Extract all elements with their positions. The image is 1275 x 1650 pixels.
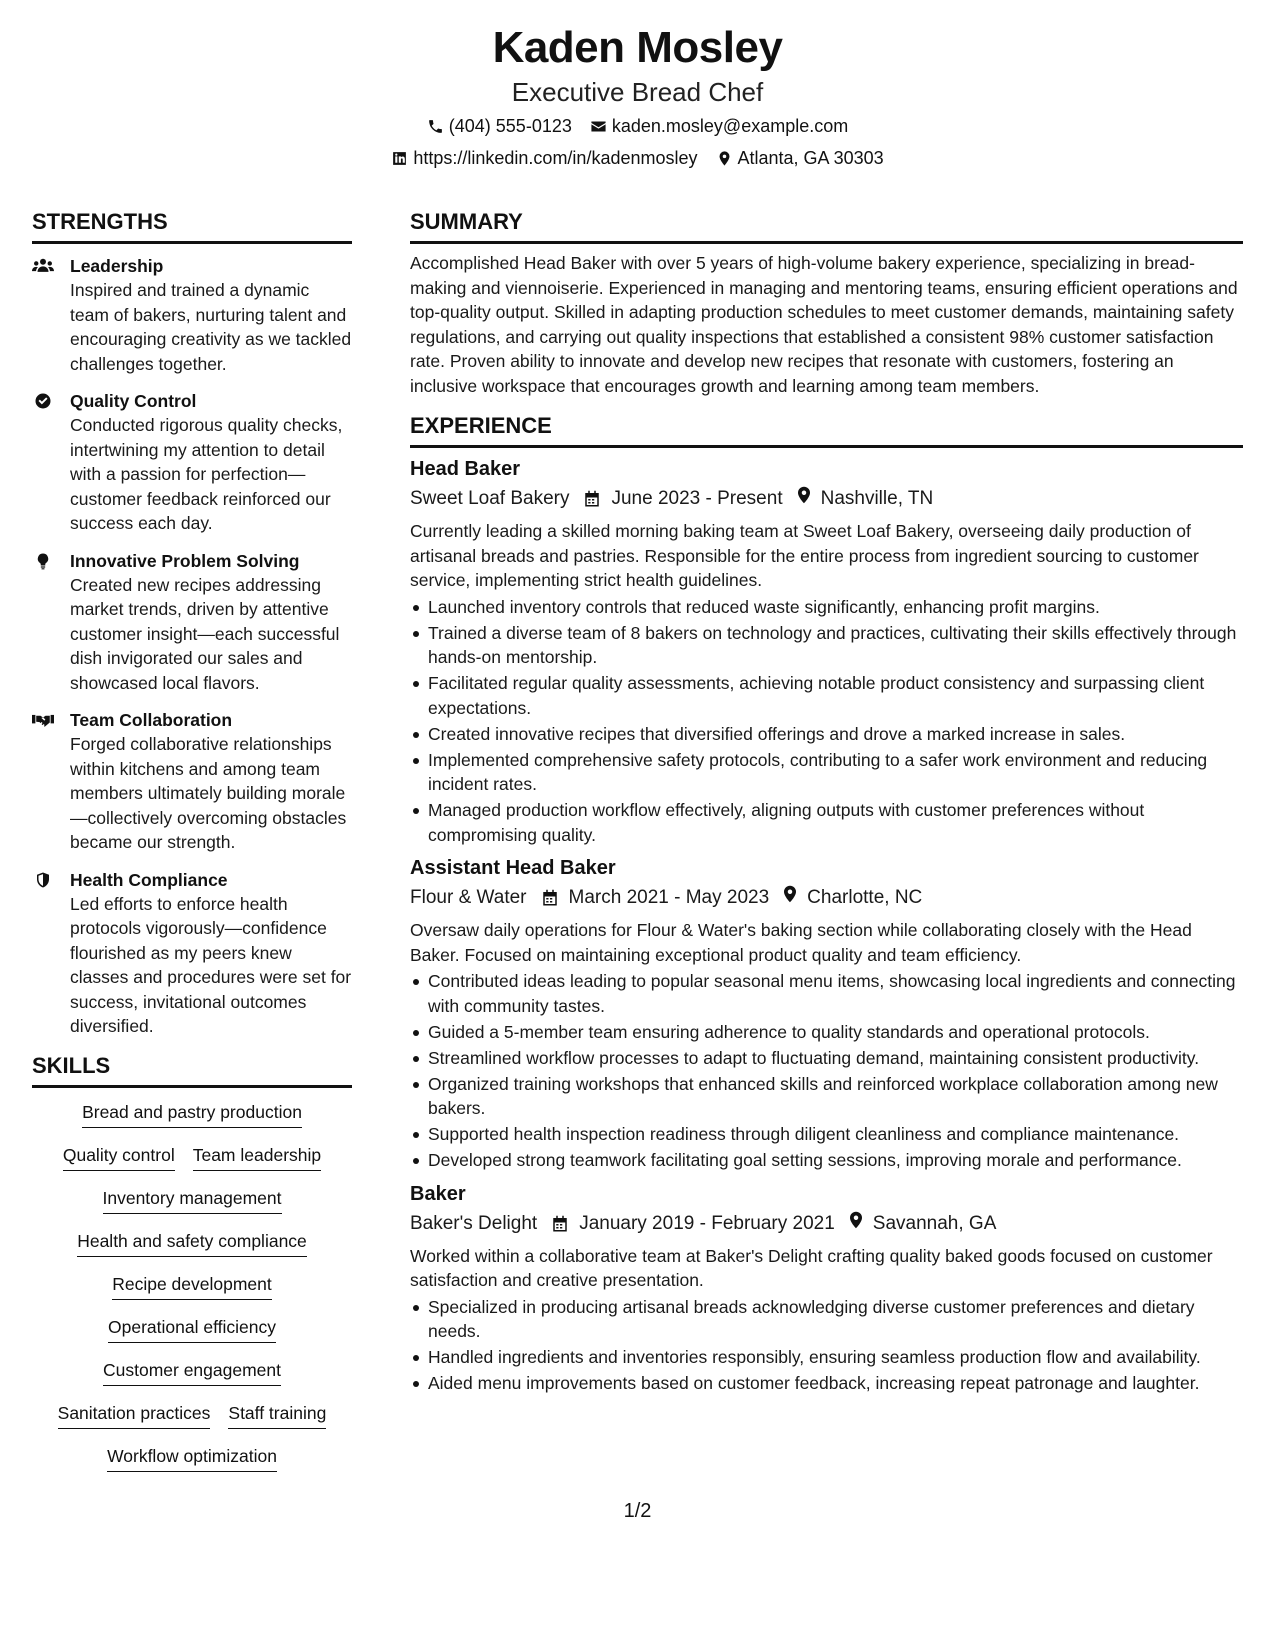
map-pin-icon	[769, 884, 807, 912]
skill-row	[103, 1358, 281, 1386]
job-entry	[410, 854, 1243, 1173]
skill-tag: Workflow optimization	[107, 1444, 277, 1472]
linkedin-icon	[391, 150, 408, 167]
job-description: Currently leading a skilled morning baking team at Sweet Loaf Bakery, overseeing daily production of artisanal breads and pastries. Responsible for the entire process from ingredient sourcing to customer service, implementing strict health guidelines.	[410, 521, 1199, 590]
bullet-item: Guided a 5-member team ensuring adherence to quality standards and operational protocols.	[410, 1020, 1243, 1045]
job-title: Assistant Head Baker	[410, 857, 616, 879]
skill-tag: Sanitation practices	[58, 1401, 211, 1429]
job-entry	[410, 1180, 1243, 1396]
job-location: Charlotte, NC	[807, 887, 923, 908]
contact-linkedin[interactable]	[391, 146, 697, 170]
bullet-item: Launched inventory controls that reduced waste significantly, enhancing profit margins.	[410, 595, 1243, 620]
skill-tag: Recipe development	[112, 1272, 272, 1300]
contact-email[interactable]	[590, 114, 848, 138]
map-pin-icon	[716, 150, 733, 167]
left-column	[32, 208, 352, 1487]
bullet-item: Supported health inspection readiness through diligent cleanliness and compliance maintenance.	[410, 1122, 1243, 1147]
job-entry	[410, 455, 1243, 847]
bullet-item: Facilitated regular quality assessments, achieving notable product consistency and surpassing client expectations.	[410, 671, 1243, 720]
bullet-item: Contributed ideas leading to popular seasonal menu items, showcasing local ingredients and connecting with community tastes.	[410, 969, 1243, 1018]
strength-item-leadership	[32, 254, 352, 376]
map-pin-icon	[783, 485, 821, 513]
bullet-item: Handled ingredients and inventories responsibly, ensuring seamless production flow and availability.	[410, 1345, 1243, 1370]
skill-tag: Quality control	[63, 1143, 175, 1171]
job-company: Baker's Delight	[410, 1212, 538, 1234]
strengths-heading: STRENGTHS	[32, 208, 352, 244]
job-meta	[410, 485, 1243, 513]
check-circle-icon	[32, 392, 56, 412]
calendar-icon	[541, 889, 559, 907]
job-bullets	[410, 595, 1243, 848]
job-title: Baker	[410, 1182, 466, 1205]
job-dates: January 2019 - February 2021	[579, 1212, 835, 1234]
contact-location	[716, 146, 884, 170]
job-dates: March 2021 - May 2023	[568, 887, 770, 908]
strength-item-team-collaboration	[32, 708, 352, 855]
job-description: Oversaw daily operations for Flour & Water's baking section while collaborating closely with the Head Baker. Focused on maintaining exceptional product quality and team efficiency.	[410, 920, 1192, 965]
strength-desc: Conducted rigorous quality checks, intertwining my attention to detail with a passion for perfection—customer feedback reinforced our success each day.	[70, 415, 343, 533]
strength-title: Innovative Problem Solving	[70, 550, 300, 571]
skill-row	[82, 1100, 302, 1128]
strength-desc: Forged collaborative relationships within kitchens and among team members ultimately building morale—collectively overcoming obstacles became our strength.	[70, 734, 347, 852]
bullet-item: Organized training workshops that enhanced skills and reinforced workplace collaboration among new bakers.	[410, 1072, 1243, 1121]
page-number: 1/2	[623, 1500, 652, 1522]
contact-row-1	[0, 114, 1275, 138]
bullet-item: Specialized in producing artisanal breads acknowledging diverse customer preferences and dietary needs.	[410, 1295, 1243, 1344]
right-column	[410, 208, 1243, 1397]
map-pin-icon	[835, 1210, 873, 1238]
bullet-item: Trained a diverse team of 8 bakers on technology and practices, cultivating their skills effectively through hands-on mentorship.	[410, 621, 1243, 670]
job-dates: June 2023 - Present	[611, 488, 783, 509]
strength-title: Health Compliance	[70, 869, 228, 890]
job-location: Nashville, TN	[820, 488, 934, 509]
phone-icon	[427, 118, 444, 135]
job-bullets	[410, 969, 1243, 1173]
bullet-item: Managed production workflow effectively, aligning outputs with customer preferences without compromising quality.	[410, 798, 1243, 847]
skills-heading: SKILLS	[32, 1052, 352, 1088]
skills-list	[32, 1100, 352, 1487]
skill-row	[103, 1186, 282, 1214]
experience-heading: EXPERIENCE	[410, 412, 1243, 448]
strength-title: Leadership	[70, 256, 164, 276]
job-bullets	[410, 1295, 1243, 1396]
bullet-item: Streamlined workflow processes to adapt to fluctuating demand, maintaining consistent productivity.	[410, 1046, 1243, 1071]
candidate-title: Executive Bread Chef	[511, 77, 764, 107]
envelope-icon	[590, 118, 607, 135]
lightbulb-icon	[32, 552, 56, 572]
skill-tag: Operational efficiency	[108, 1315, 276, 1343]
job-location: Savannah, GA	[872, 1212, 997, 1234]
calendar-icon	[551, 1215, 569, 1233]
skill-row	[77, 1229, 307, 1257]
summary-text: Accomplished Head Baker with over 5 years of high-volume bakery experience, specializing in bread-making and viennoiserie. Experienced in managing and mentoring teams, ensuring efficient operations and top-quality output. Skilled in adapting production schedules to meet customer demands, maintaining safety regulations, and carrying out quality inspections that established a consistent 98% customer satisfaction rate. Proven ability to innovate and develop new recipes that resonate with customers, fostering an inclusive workspace that encourages growth and learning among team members.	[410, 253, 1238, 396]
skill-tag: Customer engagement	[103, 1358, 281, 1386]
strength-item-quality-control	[32, 389, 352, 536]
users-icon	[32, 257, 56, 277]
skill-row	[107, 1444, 277, 1472]
phone-text: (404) 555-0123	[448, 116, 572, 136]
email-text[interactable]: kaden.mosley@example.com	[611, 116, 849, 136]
skill-tag: Bread and pastry production	[82, 1100, 302, 1128]
candidate-name: Kaden Mosley	[492, 23, 783, 72]
skill-row	[58, 1401, 327, 1429]
resume-header	[0, 22, 1275, 170]
skill-tag: Staff training	[228, 1401, 326, 1429]
skill-row	[63, 1143, 321, 1171]
job-meta	[410, 884, 1243, 912]
bullet-item: Developed strong teamwork facilitating goal setting sessions, improving morale and performance.	[410, 1148, 1243, 1173]
bullet-item: Implemented comprehensive safety protocols, contributing to a safer work environment and reducing incident rates.	[410, 748, 1243, 797]
job-description: Worked within a collaborative team at Baker's Delight crafting quality baked goods focused on customer satisfaction and creative presentation.	[410, 1245, 1213, 1290]
strength-title: Quality Control	[70, 391, 197, 411]
skill-tag: Inventory management	[103, 1186, 282, 1214]
strength-item-health-compliance	[32, 868, 352, 1039]
summary-heading: SUMMARY	[410, 208, 1243, 244]
shield-icon	[32, 871, 56, 891]
linkedin-text[interactable]: https://linkedin.com/in/kadenmosley	[413, 148, 698, 168]
job-company: Sweet Loaf Bakery	[410, 488, 570, 509]
bullet-item: Aided menu improvements based on customer feedback, increasing repeat patronage and laughter.	[410, 1371, 1243, 1396]
job-title: Head Baker	[410, 458, 521, 480]
skill-tag: Health and safety compliance	[77, 1229, 307, 1257]
bullet-item: Created innovative recipes that diversified offerings and drove a marked increase in sales.	[410, 722, 1243, 747]
calendar-icon	[583, 490, 601, 508]
contact-row-2	[0, 146, 1275, 170]
strength-desc: Inspired and trained a dynamic team of bakers, nurturing talent and encouraging creativity as we tackled challenges together.	[70, 280, 352, 374]
location-text: Atlanta, GA 30303	[737, 148, 884, 168]
job-company: Flour & Water	[410, 887, 527, 908]
contact-phone	[427, 114, 572, 138]
strength-item-innovative-problem-solving	[32, 549, 352, 696]
strength-desc: Created new recipes addressing market trends, driven by attentive customer insight—each successful dish invigorated our sales and showcased local flavors.	[70, 574, 340, 693]
handshake-icon	[32, 711, 56, 731]
skill-row	[108, 1315, 276, 1343]
strength-title: Team Collaboration	[70, 710, 233, 730]
strengths-list	[32, 254, 352, 1039]
skill-row	[112, 1272, 272, 1300]
skill-tag: Team leadership	[193, 1143, 321, 1171]
job-meta	[410, 1210, 1243, 1238]
strength-desc: Led efforts to enforce health protocols vigorously—confidence flourished as my peers knew classes and procedures were set for success, invitational outcomes diversified.	[70, 893, 352, 1036]
